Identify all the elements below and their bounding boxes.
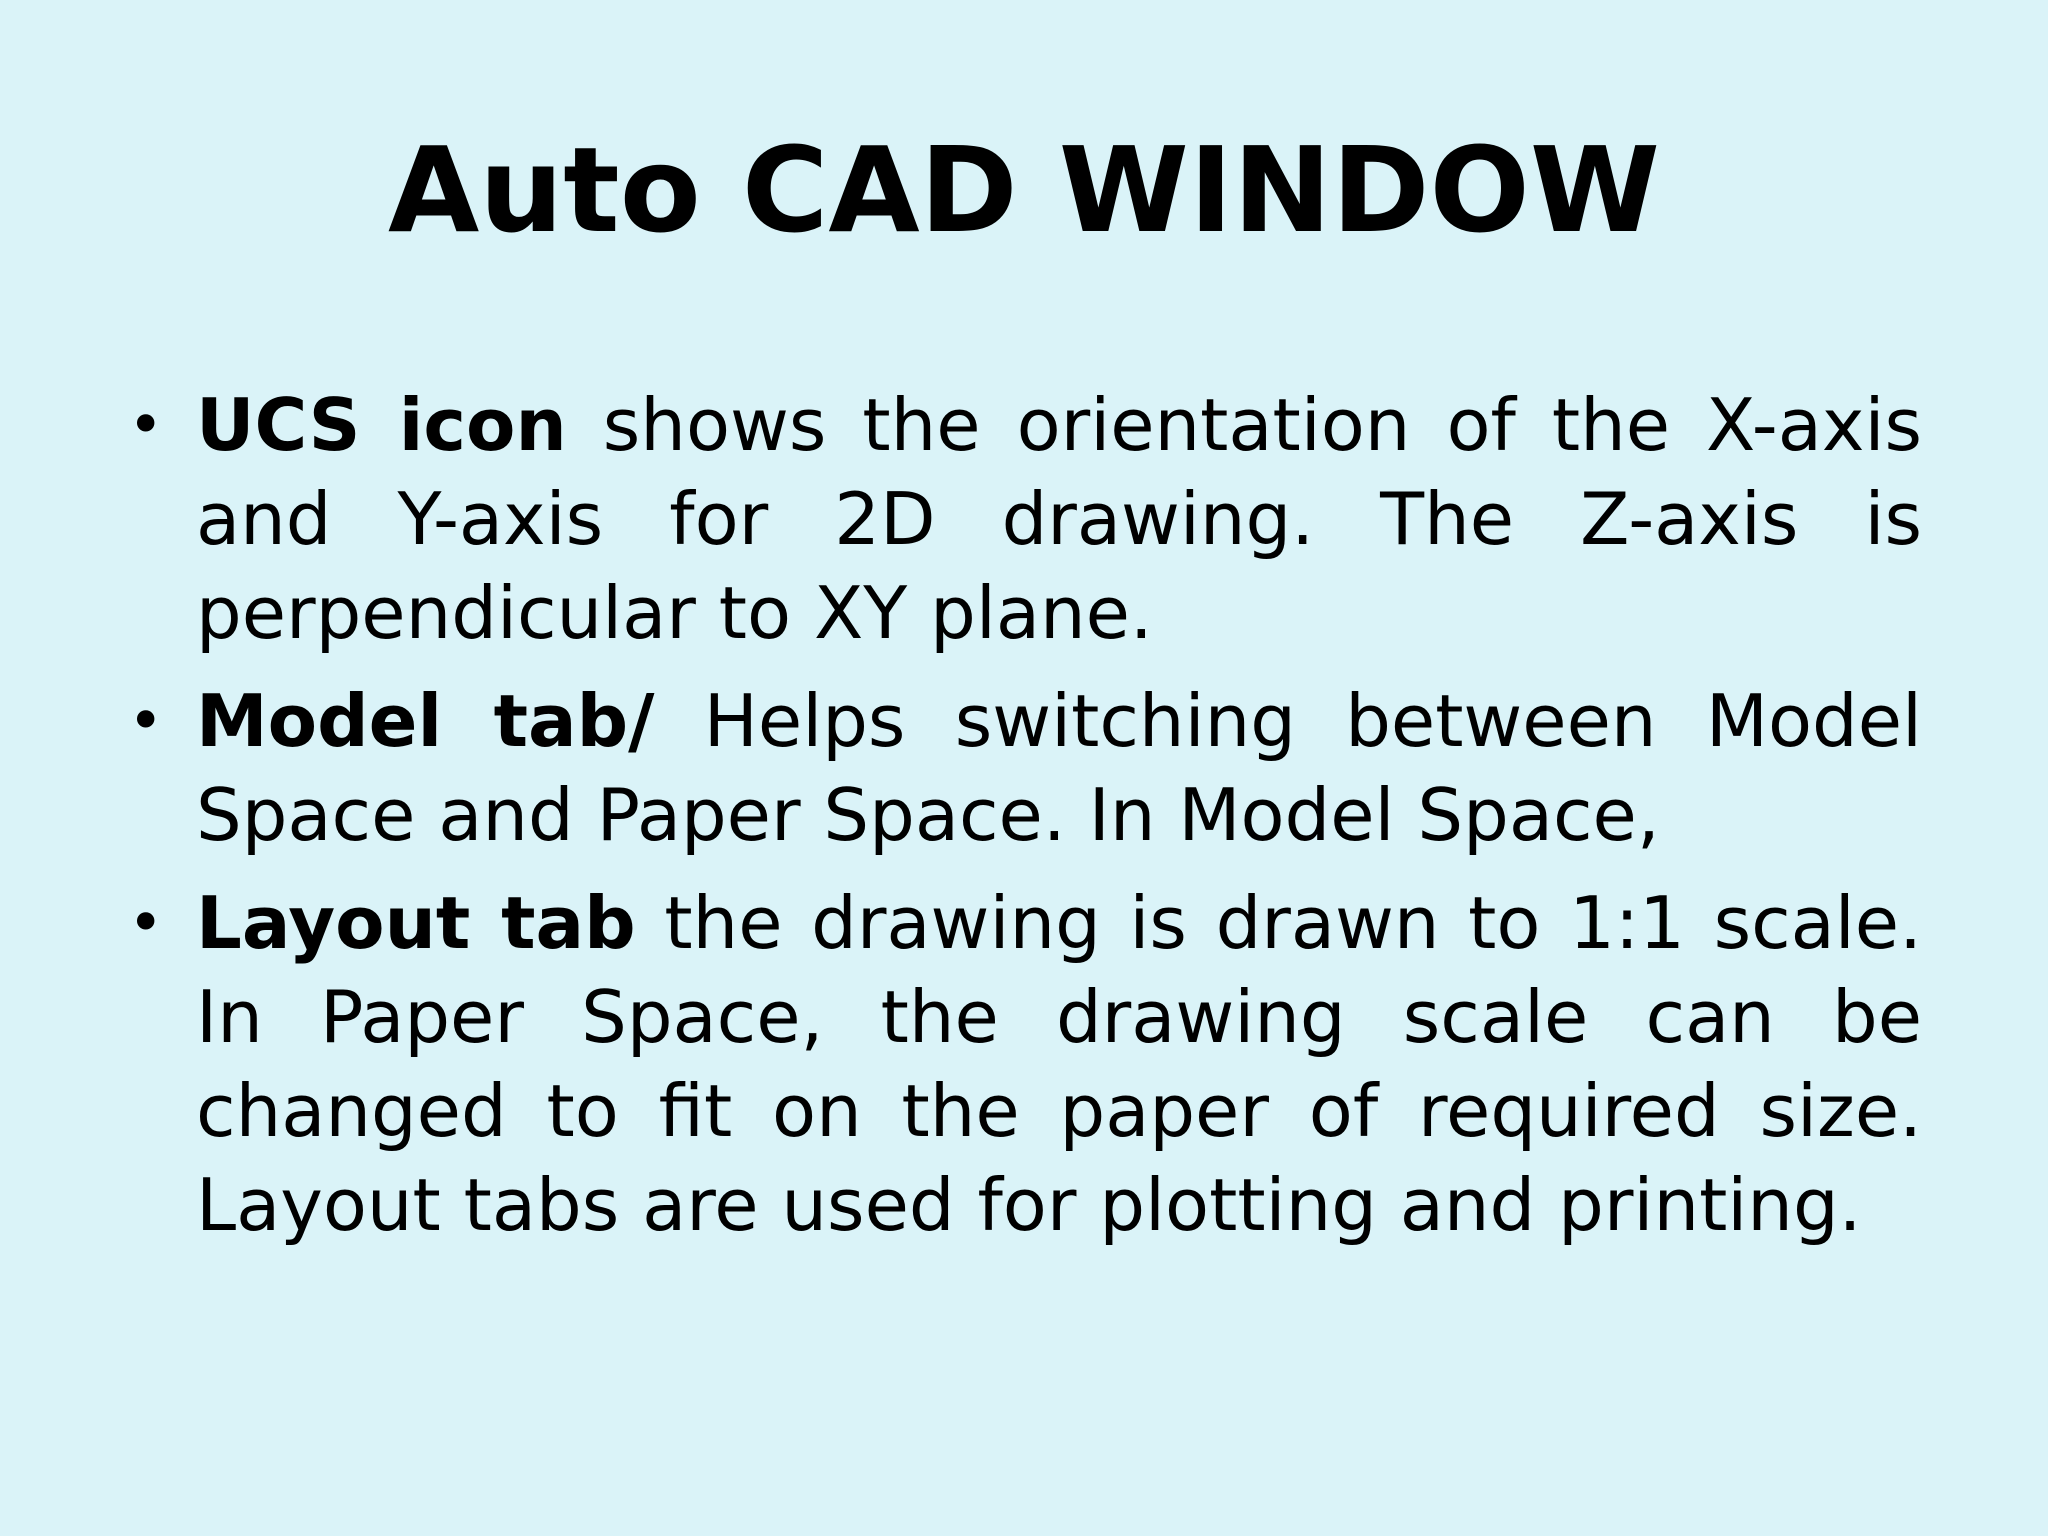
- bullet-dot-icon: •: [128, 888, 164, 958]
- bullet-text: Helps switching between Model Space and Paper Space. In Model Space,: [196, 679, 1922, 857]
- bullet-dot-icon: •: [128, 686, 164, 756]
- bullet-term: Model tab/: [196, 679, 655, 763]
- bullet-layout-tab: [120, 876, 1922, 1252]
- bullet-ucs-icon: [120, 378, 1922, 660]
- bullet-list: [120, 378, 1922, 1266]
- slide-title: Auto CAD WINDOW: [387, 121, 1661, 259]
- bullet-dot-icon: •: [128, 390, 164, 460]
- bullet-text: shows the orientation of the X-axis and Y-axis for 2D drawing. The Z-axis is perpendicular to XY plane.: [196, 383, 1922, 655]
- bullet-model-tab: [120, 674, 1922, 862]
- bullet-text: the drawing is drawn to 1:1 scale. In Paper Space, the drawing scale can be changed to fit on the paper of required size. Layout tabs are used for plotting and printing.: [196, 881, 1922, 1247]
- bullet-term: UCS icon: [196, 383, 567, 467]
- bullet-term: Layout tab: [196, 881, 636, 965]
